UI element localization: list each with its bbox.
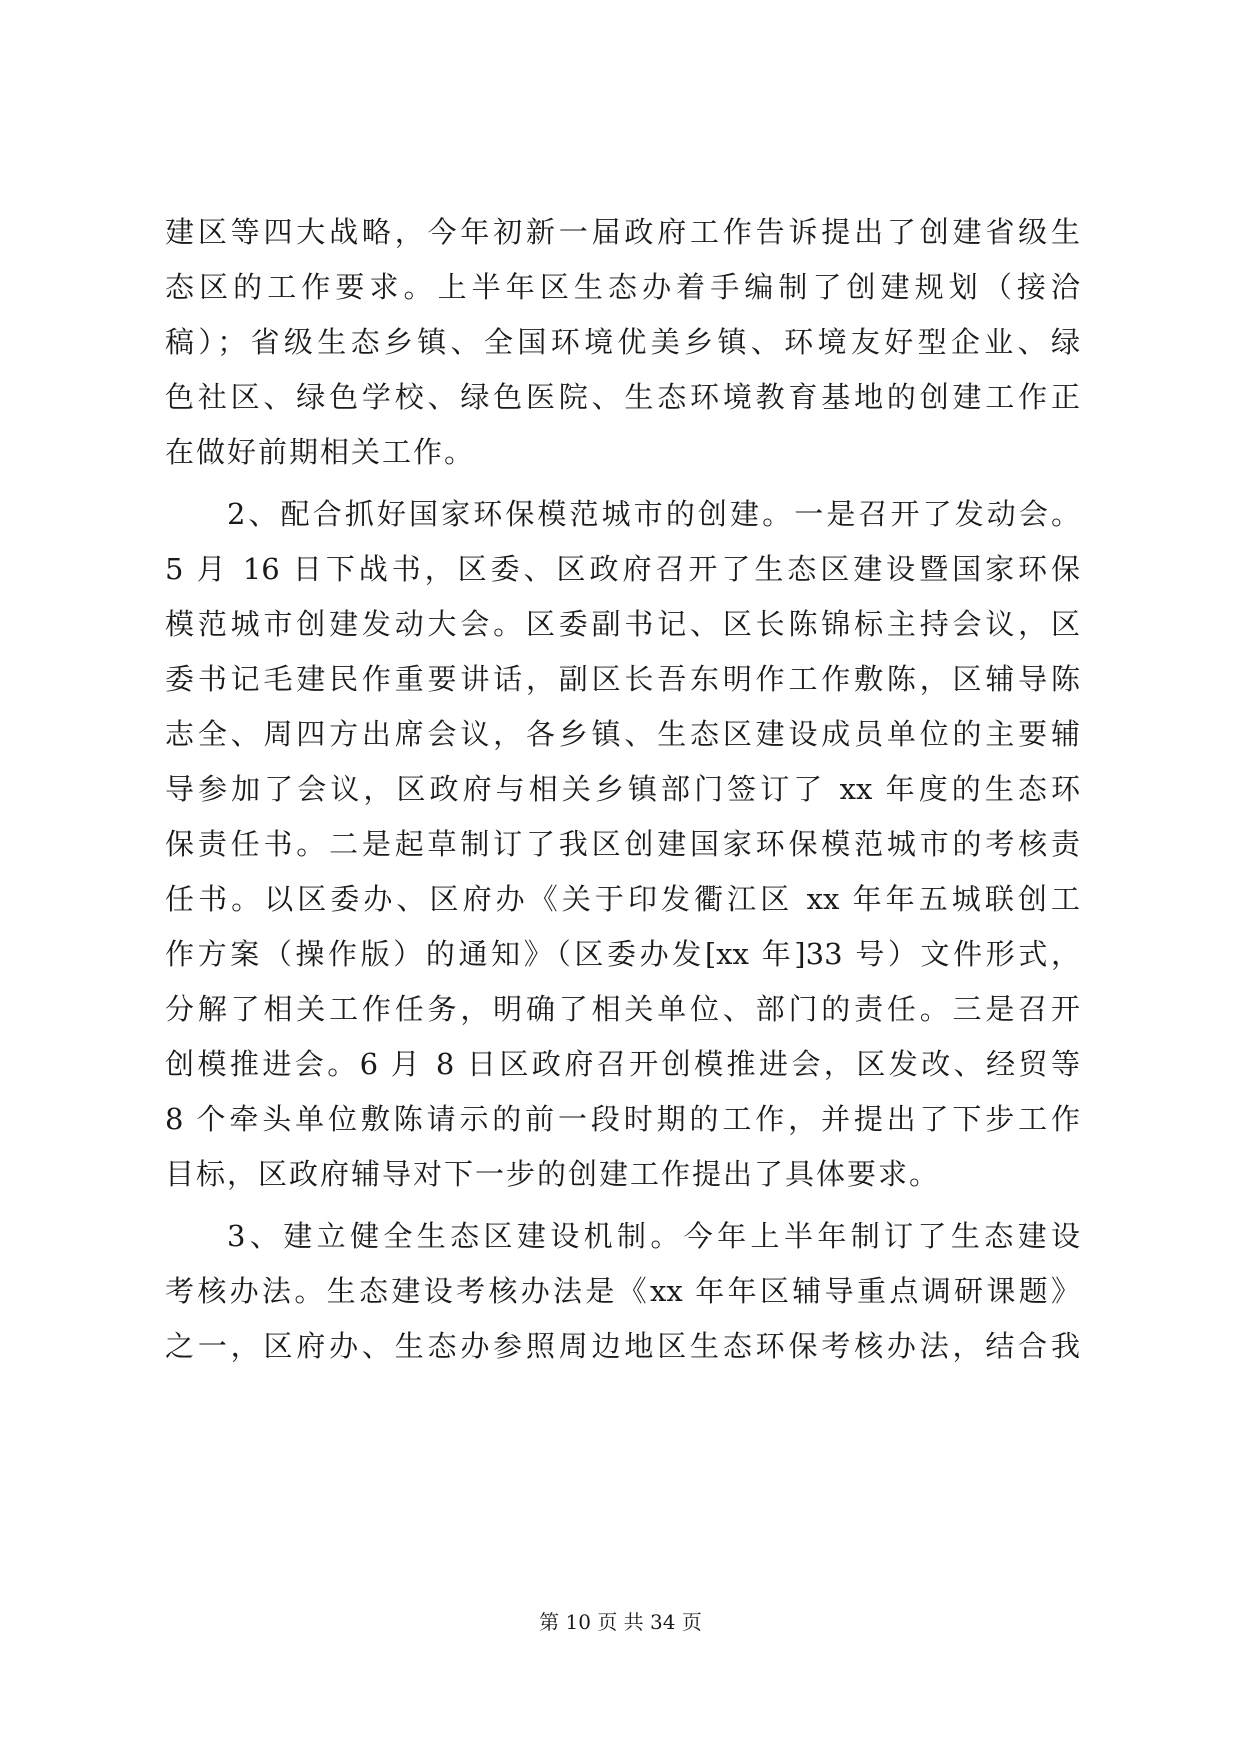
text-line: 模范城市创建发动大会。区委副书记、区长陈锦标主持会议，区 [165,607,1080,641]
text-line: 任书。以区委办、区府办《关于印发衢江区 xx 年年五城联创工 [165,882,1080,916]
text-line: 分解了相关工作任务，明确了相关单位、部门的责任。三是召开 [165,992,1080,1026]
text-line: 态区的工作要求。上半年区生态办着手编制了创建规划（接洽 [165,270,1080,304]
text-line: 委书记毛建民作重要讲话，副区长吾东明作工作敷陈，区辅导陈 [165,662,1080,696]
paragraph-start-line: 3、建立健全生态区建设机制。今年上半年制订了生态建设 [227,1219,1080,1253]
page-number-footer: 第 10 页 共 34 页 [539,1610,702,1634]
text-line: 考核办法。生态建设考核办法是《xx 年年区辅导重点调研课题》 [165,1274,1080,1308]
text-line: 志全、周四方出席会议，各乡镇、生态区建设成员单位的主要辅 [165,717,1080,751]
text-line: 色社区、绿色学校、绿色医院、生态环境教育基地的创建工作正 [165,380,1080,414]
text-line: 稿）；省级生态乡镇、全国环境优美乡镇、环境友好型企业、绿 [165,325,1080,359]
text-line: 建区等四大战略，今年初新一届政府工作告诉提出了创建省级生 [165,215,1080,249]
paragraph-start-line: 2、配合抓好国家环保模范城市的创建。一是召开了发动会。 [227,497,1080,531]
text-line: 作方案（操作版）的通知》（区委办发[xx 年]33 号）文件形式， [165,937,1080,971]
text-line: 创模推进会。6 月 8 日区政府召开创模推进会，区发改、经贸等 [165,1047,1080,1081]
text-line: 8 个牵头单位敷陈请示的前一段时期的工作，并提出了下步工作 [165,1102,1080,1136]
text-line: 保责任书。二是起草制订了我区创建国家环保模范城市的考核责 [165,827,1080,861]
text-line: 目标，区政府辅导对下一步的创建工作提出了具体要求。 [165,1157,941,1191]
text-line: 在做好前期相关工作。 [165,435,476,469]
text-line: 之一，区府办、生态办参照周边地区生态环保考核办法，结合我 [165,1329,1080,1363]
text-line: 5 月 16 日下战书，区委、区政府召开了生态区建设暨国家环保 [165,552,1080,586]
text-line: 导参加了会议，区政府与相关乡镇部门签订了 xx 年度的生态环 [165,772,1080,806]
